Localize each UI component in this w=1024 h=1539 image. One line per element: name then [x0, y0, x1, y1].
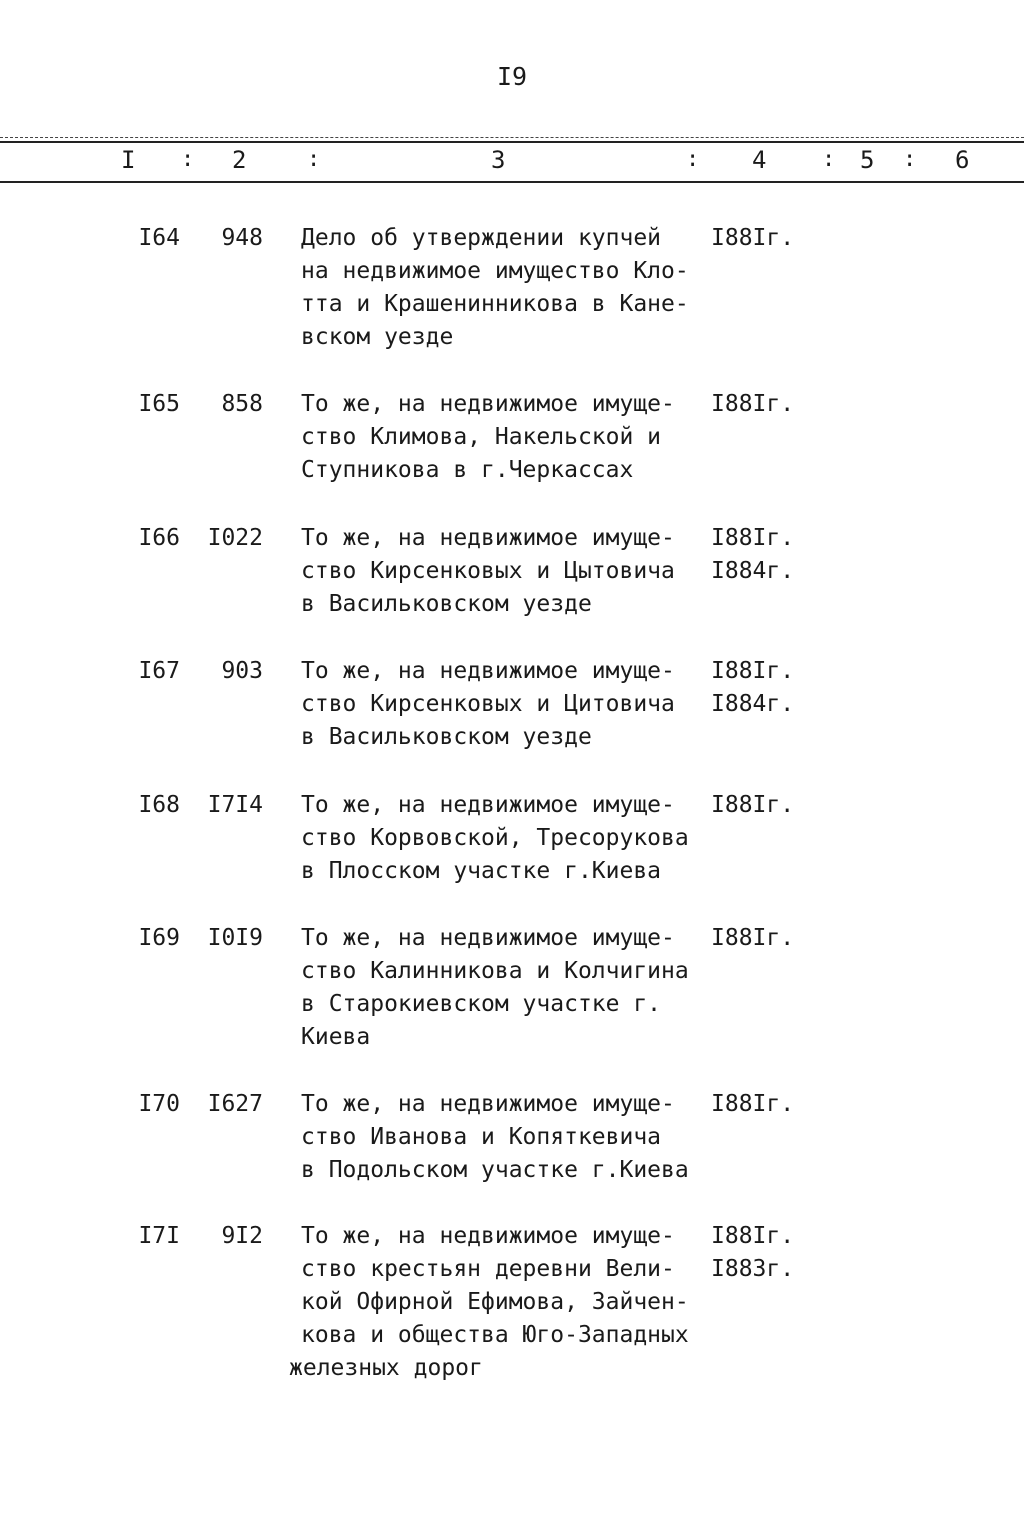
item-number: I70: [138, 1091, 180, 1117]
case-dates: [711, 388, 821, 421]
case-title-line: То же, на недвижимое имуще-: [301, 925, 675, 951]
case-title-line: То же, на недвижимое имуще-: [301, 658, 675, 684]
column-header-6: 6: [955, 146, 970, 174]
column-separator: :: [822, 147, 836, 172]
case-dates: [711, 522, 821, 588]
case-title-line: То же, на недвижимое имуще-: [301, 525, 675, 551]
case-date: I88Iг.: [711, 658, 795, 684]
header-rule-top: [0, 137, 1024, 138]
column-separator: :: [686, 147, 700, 172]
case-title-line: кой Офирной Ефимова, Зайчен-: [301, 1289, 689, 1315]
case-date: I88Iг.: [711, 1223, 795, 1249]
case-title-line: в Подольском участке г.Киева: [301, 1157, 689, 1183]
case-title: [301, 789, 701, 888]
case-dates: [711, 789, 821, 822]
case-title-line: тта и Крашенинникова в Кане-: [301, 291, 689, 317]
case-title-line: железных дорог: [289, 1355, 483, 1381]
case-title-line: в Васильковском уезде: [301, 591, 592, 617]
header-rule-bottom: [0, 181, 1024, 183]
page-number: I9: [496, 62, 528, 91]
archive-number: I7I4: [207, 792, 263, 818]
case-title-line: ство Климова, Накельской и: [301, 424, 662, 450]
column-separator: :: [307, 147, 321, 172]
case-date: I884г.: [711, 691, 795, 717]
case-title-line: ство крестьян деревни Вели-: [301, 1256, 675, 1282]
item-number: I64: [138, 225, 180, 251]
archive-number: 9I2: [221, 1223, 263, 1249]
header-rule-top-bold: [0, 141, 1024, 143]
case-dates: [711, 222, 821, 255]
item-number: I69: [138, 925, 180, 951]
archive-number: I022: [207, 525, 263, 551]
item-number: I67: [138, 658, 180, 684]
case-dates: [711, 655, 821, 721]
case-date: I88Iг.: [711, 525, 795, 551]
case-title-line: ство Кирсенковых и Цытовича: [301, 558, 675, 584]
case-date: I88Iг.: [711, 225, 795, 251]
item-number: I7I: [138, 1223, 180, 1249]
case-date: I88Iг.: [711, 925, 795, 951]
case-title-line: на недвижимое имущество Кло-: [301, 258, 689, 284]
column-header-1: I: [121, 146, 136, 174]
case-title-line: в Плосском участке г.Киева: [301, 858, 662, 884]
case-date: I88Iг.: [711, 792, 795, 818]
case-title-line: вском уезде: [301, 324, 454, 350]
archive-number: 858: [221, 391, 263, 417]
case-title: [301, 922, 701, 1054]
case-date: I88Iг.: [711, 391, 795, 417]
item-number: I68: [138, 792, 180, 818]
archive-number: 903: [221, 658, 263, 684]
case-dates: [711, 1220, 821, 1286]
case-date: I883г.: [711, 1256, 795, 1282]
archive-number: I627: [207, 1091, 263, 1117]
column-header-5: 5: [860, 146, 875, 174]
case-title-line: Дело об утверждении купчей: [301, 225, 662, 251]
case-title-line: ство Калинникова и Колчигина: [301, 958, 689, 984]
case-title-line: в Старокиевском участке г.: [301, 991, 662, 1017]
column-separator: :: [903, 147, 917, 172]
column-separator: :: [181, 147, 195, 172]
case-title: [301, 522, 701, 621]
case-title-line: ство Иванова и Копяткевича: [301, 1124, 662, 1150]
case-title-line: Ступникова в г.Черкассах: [301, 457, 634, 483]
case-title: [301, 1088, 701, 1187]
case-title-line: То же, на недвижимое имуще-: [301, 1091, 675, 1117]
case-date: I88Iг.: [711, 1091, 795, 1117]
item-number: I65: [138, 391, 180, 417]
item-number: I66: [138, 525, 180, 551]
archive-number: I0I9: [207, 925, 263, 951]
case-title-line: То же, на недвижимое имуще-: [301, 1223, 675, 1249]
case-title-line: То же, на недвижимое имуще-: [301, 792, 675, 818]
case-dates: [711, 1088, 821, 1121]
case-title-line: ство Кирсенковых и Цитовича: [301, 691, 675, 717]
case-title-line: Киева: [301, 1024, 371, 1050]
column-header-2: 2: [232, 146, 247, 174]
case-title-line: То же, на недвижимое имуще-: [301, 391, 675, 417]
case-title-line: в Васильковском уезде: [301, 724, 592, 750]
case-title: [301, 655, 701, 754]
case-title: [289, 1220, 701, 1385]
case-dates: [711, 922, 821, 955]
case-date: I884г.: [711, 558, 795, 584]
case-title-line: ство Корвовской, Тресорукова: [301, 825, 689, 851]
archive-number: 948: [221, 225, 263, 251]
case-title: [301, 388, 701, 487]
case-title-line: кова и общества Юго-Западных: [301, 1322, 689, 1348]
case-title: [301, 222, 701, 354]
column-header-3: 3: [491, 146, 506, 174]
column-header-4: 4: [752, 146, 767, 174]
